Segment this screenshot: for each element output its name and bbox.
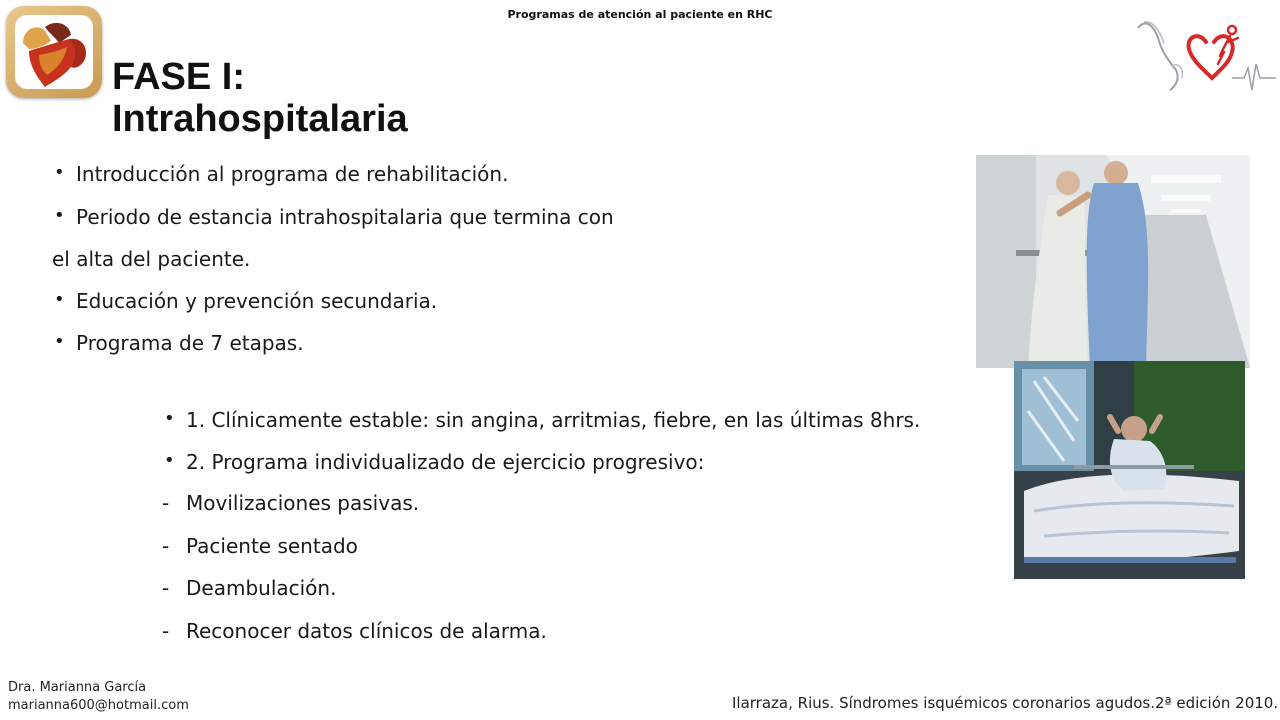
sub-item: Reconocer datos clínicos de alarma. xyxy=(186,619,547,643)
stage-item: • 2. Programa individualizado de ejercicio progresivo: xyxy=(186,450,704,474)
title-line-1: FASE I: xyxy=(112,56,246,98)
author-info xyxy=(8,679,189,715)
slide-header: Programas de atención al paciente en RHC xyxy=(507,8,773,21)
list-item: • Introducción al programa de rehabilitación. xyxy=(76,162,508,186)
sub-item: Movilizaciones pasivas. xyxy=(186,491,420,515)
title-line-2: Intrahospitalaria xyxy=(112,98,408,140)
slide-title xyxy=(112,56,408,140)
list-item: • Educación y prevención secundaria. xyxy=(76,289,437,313)
stage-item: • 1. Clínicamente estable: sin angina, arritmias, fiebre, en las últimas 8hrs. xyxy=(186,408,920,432)
sub-item: Paciente sentado xyxy=(186,534,358,558)
photo-patient-bed xyxy=(1014,361,1245,579)
list-item-continuation: el alta del paciente. xyxy=(52,247,251,271)
dash-icon: - xyxy=(162,576,170,600)
heart-logo-icon xyxy=(6,6,102,98)
list-item: • Periodo de estancia intrahospitalaria que termina con xyxy=(76,205,614,229)
heart-ecg-logo-icon xyxy=(1132,8,1278,100)
dash-icon: - xyxy=(162,534,170,558)
list-item: • Programa de 7 etapas. xyxy=(76,331,304,355)
author-name: Dra. Marianna García xyxy=(8,680,147,695)
dash-icon: - xyxy=(162,619,170,643)
photo-hospital-corridor xyxy=(976,155,1250,368)
reference-citation: Ilarraza, Rius. Síndromes isquémicos coronarios agudos.2ª edición 2010. xyxy=(732,694,1279,712)
author-email: marianna600@hotmail.com xyxy=(8,698,189,713)
dash-icon: - xyxy=(162,491,170,515)
sub-item: Deambulación. xyxy=(186,576,337,600)
